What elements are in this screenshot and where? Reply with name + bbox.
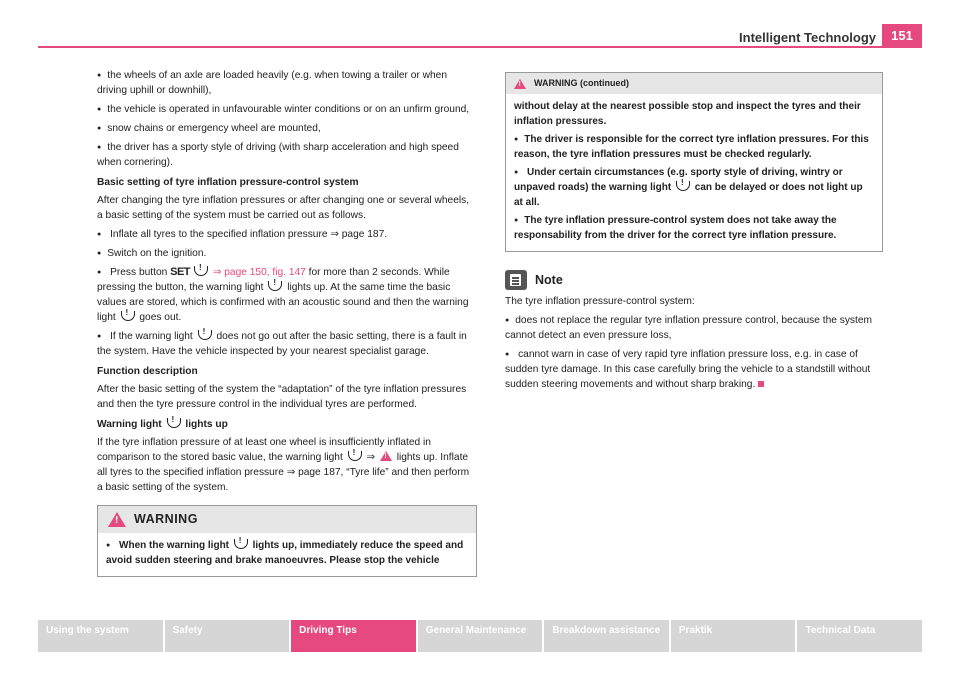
section-heading-basic-setting: Basic setting of tyre inflation pressure-control system — [97, 177, 359, 188]
list-item: ● Switch on the ignition. — [97, 246, 477, 261]
paragraph: The tyre inflation pressure-control system: — [505, 296, 695, 307]
tab-using-the-system[interactable]: Using the system — [38, 620, 163, 652]
paragraph: After the basic setting of the system the “adaptation” of the tyre inflation pressures and then the tyre pressure control in the individual tyres are performed. — [97, 384, 467, 410]
tab-breakdown-assistance[interactable]: Breakdown assistance — [544, 620, 669, 652]
left-column — [97, 68, 477, 577]
note-icon — [505, 270, 527, 290]
list-item: ● Under certain circumstances (e.g. sporty style of driving, wintry or unpaved roads) the warning light ! can be delayed or does not light up at all. — [514, 165, 874, 210]
tyre-pressure-warning-icon — [234, 539, 248, 549]
list-item: ● snow chains or emergency wheel are mounted, — [97, 121, 477, 136]
tab-driving-tips[interactable]: Driving Tips — [291, 620, 416, 652]
tyre-pressure-warning-icon — [198, 330, 212, 340]
list-item: ● The tyre inflation pressure-control system does not take away the responsability from the driver for the correct tyre inflation pressure. — [514, 213, 874, 243]
warning-box-continued — [505, 72, 883, 252]
set-button-icon: SET — [170, 266, 191, 278]
tab-technical-data[interactable]: Technical Data — [797, 620, 922, 652]
list-item: ● When the warning light ! lights up, immediately reduce the speed and avoid sudden steering and brake manoeuvres. Please stop the vehicle — [106, 538, 468, 568]
warning-box-body — [98, 533, 476, 576]
warning-box — [97, 505, 477, 577]
list-item: ● does not replace the regular tyre inflation pressure control, because the system cannot detect an even pressure loss, — [505, 313, 883, 343]
paragraph: After changing the tyre inflation pressures or after changing one or several wheels, a basic setting of the system must be carried out as follows. — [97, 195, 470, 221]
tab-safety[interactable]: Safety — [165, 620, 290, 652]
tyre-pressure-warning-icon — [348, 451, 362, 461]
page-number: 151 — [882, 24, 922, 47]
tyre-pressure-warning-icon — [676, 181, 690, 191]
warning-title: WARNING — [134, 512, 198, 526]
note-title: Note — [535, 272, 563, 287]
tyre-pressure-warning-icon — [121, 311, 135, 321]
right-column — [505, 72, 883, 396]
page-reference: ⇒ page 187. — [330, 229, 388, 240]
page-header-title: Intelligent Technology — [739, 30, 876, 45]
section-heading-function-description: Function description — [97, 366, 198, 377]
list-item: ● the wheels of an axle are loaded heavily (e.g. when towing a trailer or when driving uphill or downhill), — [97, 68, 477, 98]
list-item: ● the driver has a sporty style of driving (with sharp acceleration and high speed when cornering). — [97, 140, 477, 170]
tab-general-maintenance[interactable]: General Maintenance — [418, 620, 543, 652]
paragraph: without delay at the nearest possible stop and inspect the tyres and their inflation pressures. — [514, 101, 861, 127]
warning-triangle-icon — [108, 512, 126, 527]
chapter-navigation — [38, 620, 922, 652]
list-item: ● the vehicle is operated in unfavourable winter conditions or on an unfirm ground, — [97, 102, 477, 117]
tab-praktik[interactable]: Praktik — [671, 620, 796, 652]
list-item: ● Press button SET! ⇒ page 150, fig. 147 for more than 2 seconds. While pressing the button, the warning light ! lights up. At the same time the basic values are stored, which is confirmed with an acoustic sound and then the warning light ! goes out. — [97, 265, 477, 325]
note-heading — [505, 270, 883, 290]
warning-box-header — [506, 73, 882, 94]
warning-triangle-icon — [514, 79, 526, 89]
warning-triangle-icon — [380, 451, 392, 461]
figure-reference-link[interactable]: ⇒ page 150, fig. 147 — [212, 267, 306, 278]
header-rule — [38, 46, 922, 48]
end-of-section-marker — [758, 381, 764, 387]
warning-title: WARNING (continued) — [534, 78, 629, 88]
paragraph: If the tyre inflation pressure of at least one wheel is insufficiently inflated in comparison to the stored basic value, the warning light ! ⇒ ! lights up. Inflate all tyres to the specified inflation pressure ⇒ page 187, “Tyre life” and then perform a basic setting of the system. — [97, 435, 477, 495]
section-heading-warning-light: Warning light ! lights up — [97, 417, 477, 432]
list-item: ● cannot warn in case of very rapid tyre inflation pressure loss, e.g. in case of sudden tyre damage. In this case carefully bring the vehicle to a standstill without sudden steering movements and without sharp braking. — [505, 347, 883, 392]
warning-box-body — [506, 94, 882, 251]
tyre-pressure-warning-icon — [194, 266, 208, 276]
list-item: ● The driver is responsible for the correct tyre inflation pressures. For this reason, the tyre inflation pressures must be checked regularly. — [514, 132, 874, 162]
tyre-pressure-warning-icon — [167, 418, 181, 428]
list-item: ● Inflate all tyres to the specified inflation pressure ⇒ page 187. — [97, 227, 477, 242]
tyre-pressure-warning-icon — [268, 281, 282, 291]
warning-box-header — [98, 506, 476, 533]
list-item: ● If the warning light ! does not go out after the basic setting, there is a fault in the system. Have the vehicle inspected by your nearest specialist garage. — [97, 329, 477, 359]
